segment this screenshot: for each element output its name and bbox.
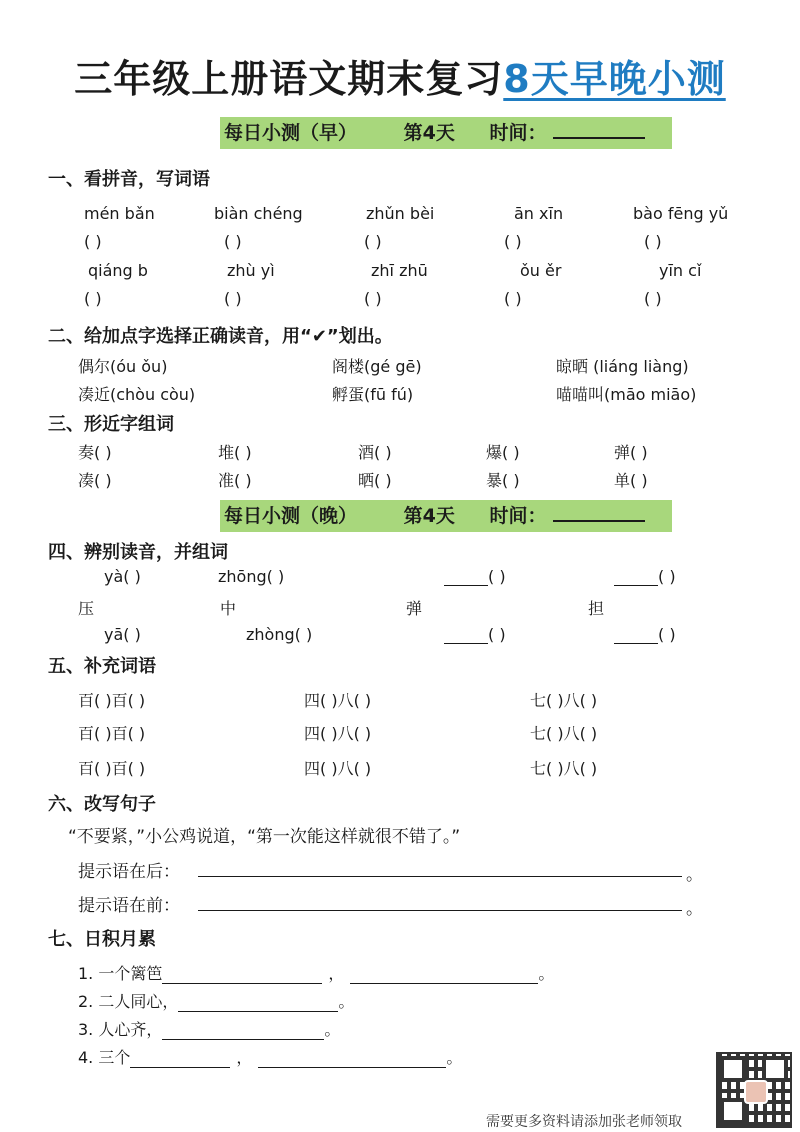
answer-paren[interactable]: ( ) xyxy=(364,232,382,251)
proverb-4-text: 4. 三个 xyxy=(78,1048,131,1067)
similar-char-item[interactable]: 酒( ) xyxy=(358,443,392,462)
proverb-1 xyxy=(78,961,554,984)
rewrite-sentence: “不要紧，”小公鸡说道，“第一次能这样就很不错了。” xyxy=(68,827,461,847)
idiom-fill[interactable]: 七( )八( ) xyxy=(530,759,598,778)
similar-char-item[interactable]: 暴( ) xyxy=(486,471,520,490)
similar-char-item[interactable]: 晒( ) xyxy=(358,471,392,490)
section-3-heading: 三、形近字组词 xyxy=(48,414,174,435)
reading-choice[interactable]: 凑近(chòu còu) xyxy=(78,385,196,404)
idiom-fill[interactable]: 百( )百( ) xyxy=(78,759,146,778)
polyphone-blank[interactable]: ( ) xyxy=(444,625,506,644)
section-5-heading: 五、补充词语 xyxy=(48,656,156,677)
answer-paren[interactable]: ( ) xyxy=(644,289,662,308)
pinyin-1-2: biàn chéng xyxy=(214,204,303,223)
reading-choice[interactable]: 阁楼(gé gē) xyxy=(332,357,422,376)
evening-banner-label: 每日小测（晚） xyxy=(224,505,358,527)
polyphone-reading[interactable]: zhòng( ) xyxy=(246,625,313,644)
reading-choice[interactable]: 偶尔(óu ǒu) xyxy=(78,357,168,376)
similar-char-item[interactable]: 爆( ) xyxy=(486,443,520,462)
reading-choice[interactable]: 孵蛋(fū fú) xyxy=(332,385,414,404)
evening-banner xyxy=(220,500,672,532)
idiom-fill[interactable]: 七( )八( ) xyxy=(530,691,598,710)
pinyin-2-2: zhù yì xyxy=(227,261,275,280)
section-2-heading: 二、给加点字选择正确读音，用“✔”划出。 xyxy=(48,326,393,347)
proverb-end: 。 xyxy=(324,1020,341,1039)
polyphone-char: 担 xyxy=(588,599,605,618)
rewrite-before-period: 。 xyxy=(686,899,703,919)
rewrite-after-period: 。 xyxy=(686,865,703,885)
evening-banner-time-label: 时间： xyxy=(489,505,547,527)
qr-finder-pattern xyxy=(720,1056,746,1082)
polyphone-char: 中 xyxy=(220,599,237,618)
proverb-2 xyxy=(78,989,354,1012)
section-7-heading: 七、日积月累 xyxy=(48,929,156,950)
proverb-end: 。 xyxy=(446,1048,463,1067)
answer-paren[interactable]: ( ) xyxy=(364,289,382,308)
section-4-heading: 四、辨别读音，并组词 xyxy=(48,542,228,563)
qr-finder-pattern xyxy=(720,1098,746,1124)
reading-choice[interactable]: 喵喵叫(māo miāo) xyxy=(556,385,697,404)
qr-finder-pattern xyxy=(762,1056,788,1082)
proverb-end: 。 xyxy=(338,992,355,1011)
answer-paren[interactable]: ( ) xyxy=(504,232,522,251)
proverb-blank[interactable] xyxy=(178,995,338,1012)
similar-char-item[interactable]: 准( ) xyxy=(218,471,252,490)
proverb-1-text: 1. 一个篱笆 xyxy=(78,964,163,983)
section-6-heading: 六、改写句子 xyxy=(48,794,156,815)
rewrite-before-line[interactable] xyxy=(198,910,682,911)
qr-code xyxy=(716,1052,792,1128)
pinyin-2-5: yīn cǐ xyxy=(659,261,702,280)
similar-char-item[interactable]: 单( ) xyxy=(614,471,648,490)
idiom-fill[interactable]: 七( )八( ) xyxy=(530,724,598,743)
answer-paren[interactable]: ( ) xyxy=(84,289,102,308)
proverb-2-text: 2. 二人同心， xyxy=(78,992,179,1011)
proverb-blank[interactable] xyxy=(162,967,322,984)
idiom-fill[interactable]: 四( )八( ) xyxy=(304,691,372,710)
pinyin-2-4: ǒu ěr xyxy=(520,261,562,280)
proverb-4 xyxy=(78,1045,462,1068)
title-accent: 8天早晚小测 xyxy=(503,57,726,101)
pinyin-1-5: bào fēng yǔ xyxy=(633,204,729,223)
morning-time-blank[interactable] xyxy=(553,117,645,139)
proverb-comma: ， xyxy=(328,964,345,983)
proverb-comma: ， xyxy=(236,1048,253,1067)
answer-paren[interactable]: ( ) xyxy=(84,232,102,251)
polyphone-blank[interactable]: ( ) xyxy=(444,567,506,586)
polyphone-reading[interactable]: yà( ) xyxy=(104,567,141,586)
rewrite-before-label: 提示语在前： xyxy=(78,896,180,916)
pinyin-1-4: ān xīn xyxy=(514,204,564,223)
morning-banner-label: 每日小测（早） xyxy=(224,122,358,144)
polyphone-char: 压 xyxy=(78,599,95,618)
answer-paren[interactable]: ( ) xyxy=(504,289,522,308)
answer-paren[interactable]: ( ) xyxy=(644,232,662,251)
similar-char-item[interactable]: 奏( ) xyxy=(78,443,112,462)
polyphone-blank[interactable]: ( ) xyxy=(614,567,676,586)
idiom-fill[interactable]: 四( )八( ) xyxy=(304,759,372,778)
idiom-fill[interactable]: 四( )八( ) xyxy=(304,724,372,743)
idiom-fill[interactable]: 百( )百( ) xyxy=(78,691,146,710)
rewrite-after-line[interactable] xyxy=(198,876,682,877)
page-title xyxy=(0,48,800,103)
similar-char-item[interactable]: 弹( ) xyxy=(614,443,648,462)
proverb-3 xyxy=(78,1017,340,1040)
section-1-heading: 一、看拼音，写词语 xyxy=(48,169,210,190)
rewrite-after-label: 提示语在后： xyxy=(78,862,180,882)
footer-note: 需要更多资料请添加张老师领取 xyxy=(486,1114,682,1130)
similar-char-item[interactable]: 堆( ) xyxy=(218,443,252,462)
pinyin-2-3: zhī zhū xyxy=(371,261,428,280)
proverb-blank[interactable] xyxy=(162,1023,324,1040)
proverb-blank[interactable] xyxy=(258,1051,446,1068)
proverb-blank[interactable] xyxy=(130,1051,230,1068)
answer-paren[interactable]: ( ) xyxy=(224,289,242,308)
answer-paren[interactable]: ( ) xyxy=(224,232,242,251)
morning-banner-day: 第4天 xyxy=(403,122,455,144)
proverb-end: 。 xyxy=(538,964,555,983)
pinyin-1-3: zhǔn bèi xyxy=(366,204,435,223)
morning-banner xyxy=(220,117,672,149)
morning-banner-time-label: 时间： xyxy=(489,122,547,144)
title-main: 三年级上册语文期末复习 xyxy=(74,57,504,101)
proverb-blank[interactable] xyxy=(350,967,538,984)
evening-time-blank[interactable] xyxy=(553,500,645,522)
polyphone-blank[interactable]: ( ) xyxy=(614,625,676,644)
evening-banner-day: 第4天 xyxy=(403,505,455,527)
polyphone-reading[interactable]: yā( ) xyxy=(104,625,141,644)
pinyin-2-1: qiáng b xyxy=(88,261,148,280)
idiom-fill[interactable]: 百( )百( ) xyxy=(78,724,146,743)
reading-choice[interactable]: 晾晒 (liáng liàng) xyxy=(556,357,689,376)
pinyin-1-1: mén bǎn xyxy=(84,204,155,223)
proverb-3-text: 3. 人心齐， xyxy=(78,1020,163,1039)
polyphone-reading[interactable]: zhōng( ) xyxy=(218,567,285,586)
polyphone-char: 弹 xyxy=(406,599,423,618)
similar-char-item[interactable]: 凑( ) xyxy=(78,471,112,490)
avatar xyxy=(744,1080,768,1104)
